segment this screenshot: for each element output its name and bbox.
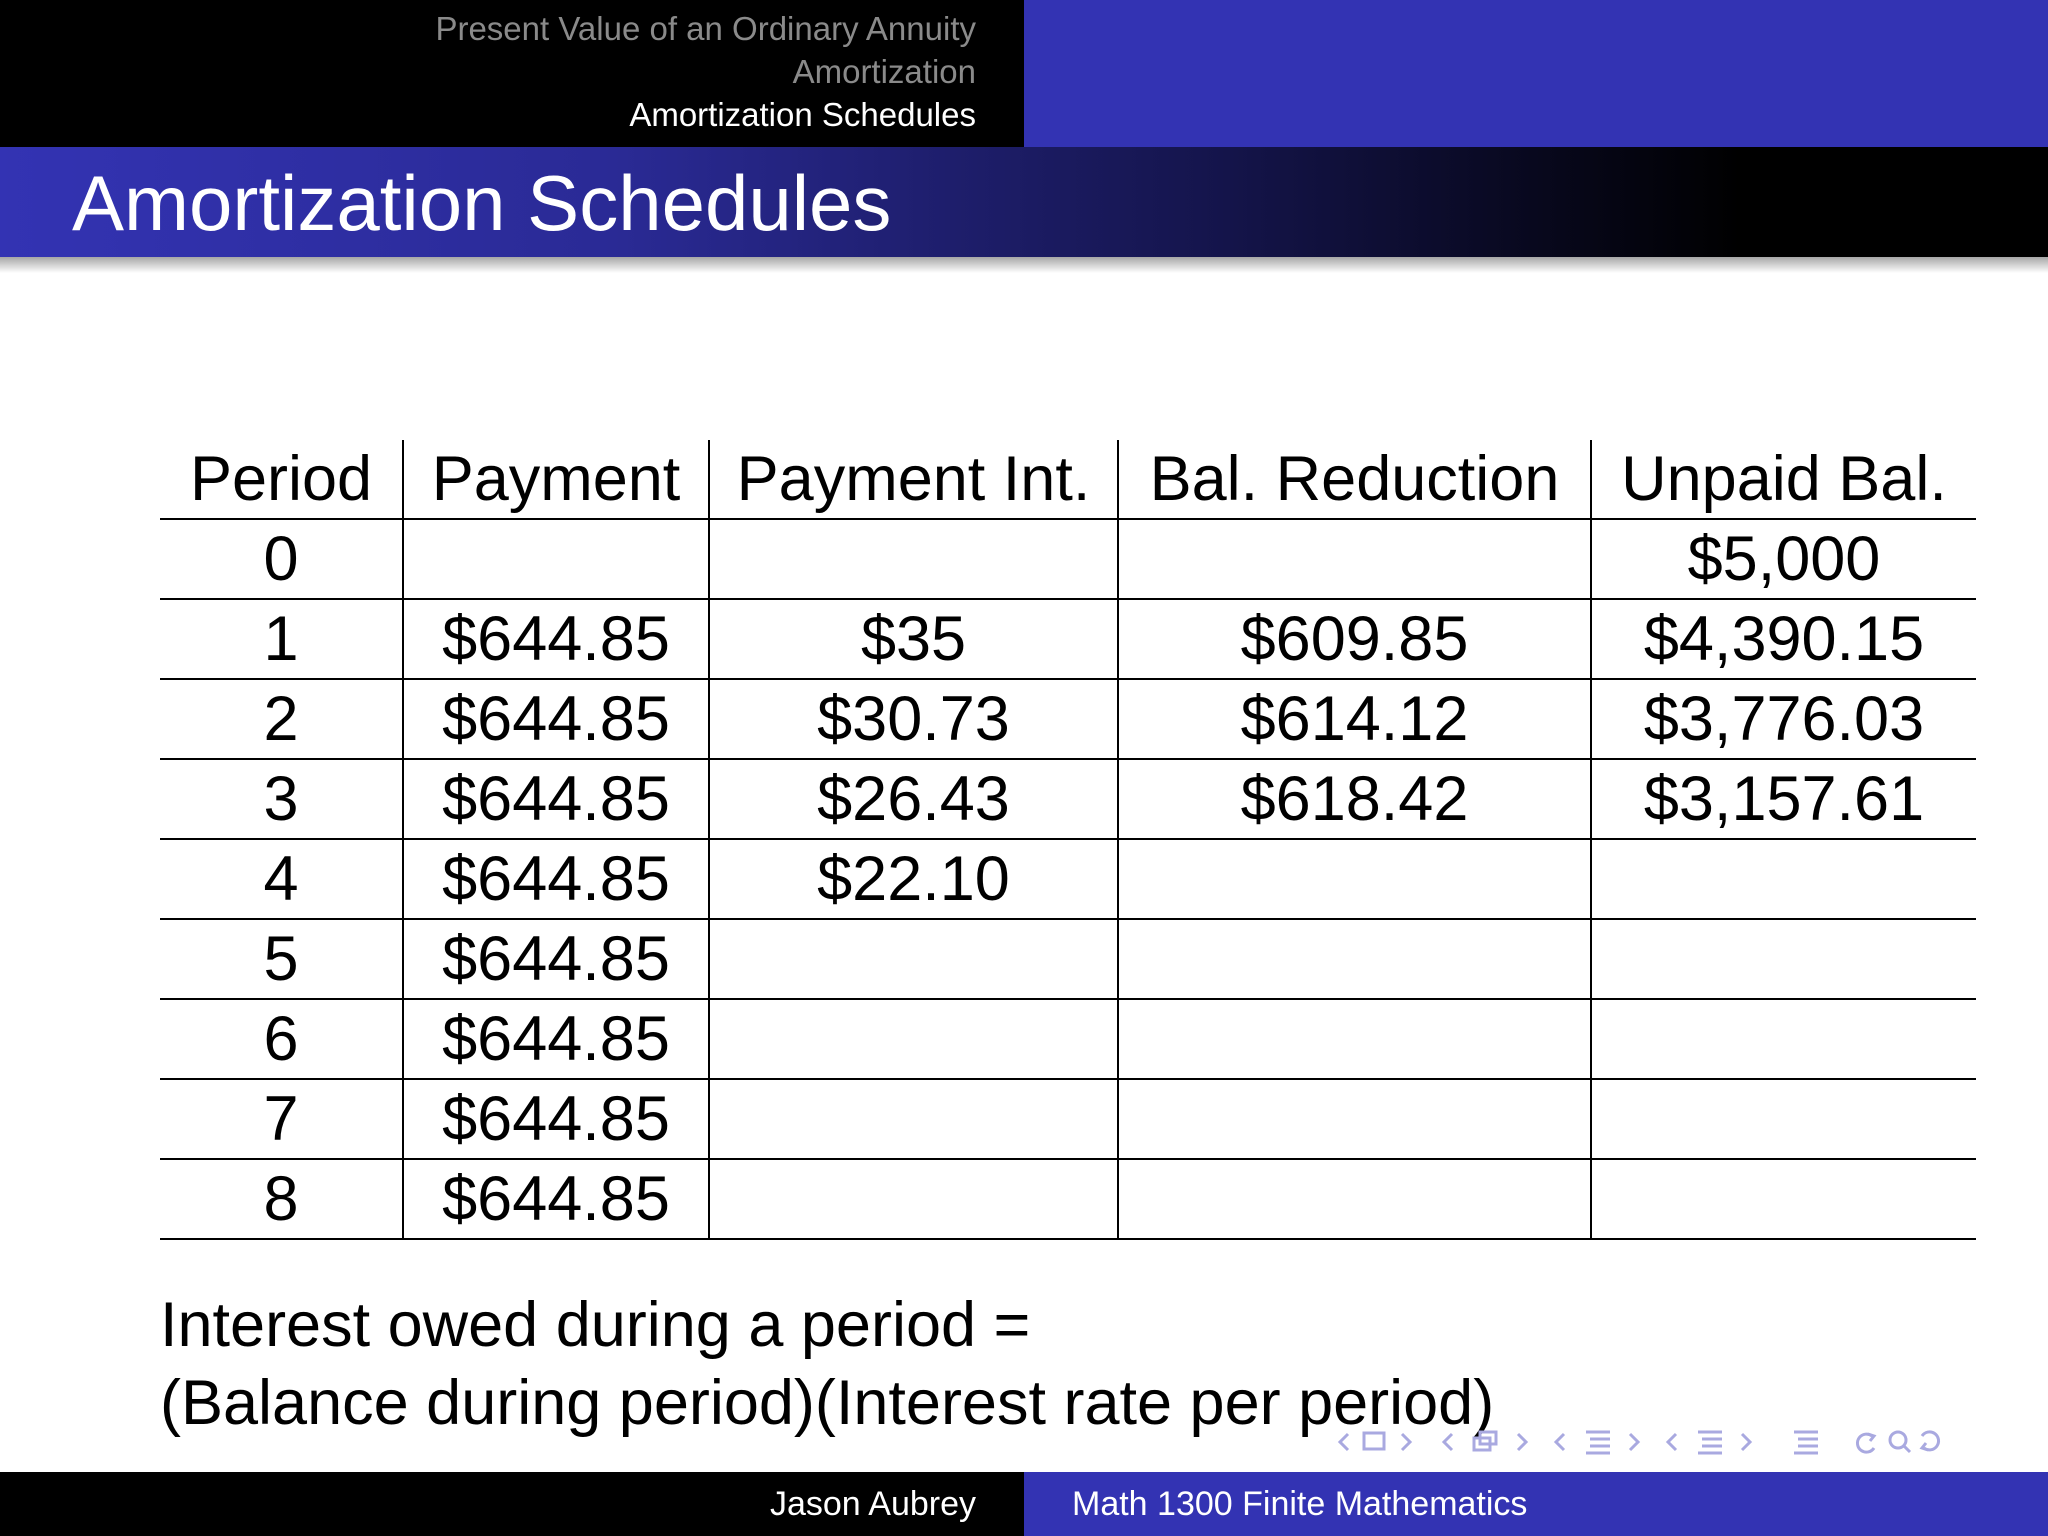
cell-period: 7: [263, 1084, 299, 1154]
slide-nav-icon[interactable]: [1334, 1424, 1430, 1460]
cell-period: 6: [263, 1004, 299, 1074]
cell-period: 0: [263, 524, 299, 594]
table-row: [160, 519, 1976, 599]
nav-section-present-value[interactable]: Present Value of an Ordinary Annuity: [435, 10, 976, 47]
header-blue-panel: [1024, 0, 2048, 147]
table-header-row: [160, 440, 1976, 519]
cell-period: 4: [263, 844, 299, 914]
beamer-navigation-symbols: [1330, 1424, 1954, 1460]
cell-payment-interest: [709, 999, 1118, 1079]
cell-payment-interest: $26.43: [709, 759, 1118, 839]
cell-unpaid-balance: [1591, 1159, 1976, 1239]
table-row: [160, 919, 1976, 999]
cell-balance-reduction: [1118, 919, 1591, 999]
cell-unpaid-balance: [1591, 999, 1976, 1079]
cell-unpaid-balance: [1591, 1079, 1976, 1159]
cell-balance-reduction: [1118, 519, 1591, 599]
column-header-payment: Payment: [403, 440, 709, 519]
column-header-period: Period: [189, 444, 373, 514]
cell-unpaid-balance: $5,000: [1591, 519, 1976, 599]
footer-course-panel: [1024, 1472, 2048, 1536]
cell-payment-interest: $35: [709, 599, 1118, 679]
table-row: [160, 599, 1976, 679]
cell-period: 5: [263, 924, 299, 994]
cell-payment: $644.85: [403, 919, 709, 999]
cell-payment: $644.85: [403, 599, 709, 679]
cell-balance-reduction: [1118, 1079, 1591, 1159]
cell-unpaid-balance: $3,157.61: [1591, 759, 1976, 839]
cell-balance-reduction: $618.42: [1118, 759, 1591, 839]
column-header-payment-interest: Payment Int.: [709, 440, 1118, 519]
table-row: [160, 999, 1976, 1079]
table-row: [160, 679, 1976, 759]
table-row: [160, 1159, 1976, 1239]
search-zoom-icon[interactable]: [1846, 1424, 1950, 1460]
cell-unpaid-balance: $3,776.03: [1591, 679, 1976, 759]
cell-payment: $644.85: [403, 1159, 709, 1239]
footer-author: Jason Aubrey: [769, 1485, 976, 1523]
cell-payment-interest: [709, 1079, 1118, 1159]
table-row: [160, 1079, 1976, 1159]
table-row: [160, 839, 1976, 919]
page-title: Amortization Schedules: [72, 159, 892, 247]
cell-payment: [403, 519, 709, 599]
cell-payment-interest: $22.10: [709, 839, 1118, 919]
cell-balance-reduction: [1118, 999, 1591, 1079]
cell-payment: $644.85: [403, 999, 709, 1079]
section-list: [0, 0, 1024, 147]
cell-period: 8: [263, 1164, 299, 1234]
footer-course-title: Math 1300 Finite Mathematics: [1072, 1485, 1528, 1523]
cell-period: 3: [263, 764, 299, 834]
formula-line-1: Interest owed during a period =: [160, 1290, 1031, 1360]
formula-line-2: (Balance during period)(Interest rate per period): [160, 1368, 1495, 1438]
cell-unpaid-balance: $4,390.15: [1591, 599, 1976, 679]
document-nav-icon[interactable]: [1774, 1424, 1838, 1460]
cell-payment-interest: [709, 919, 1118, 999]
footer-author-panel: [0, 1472, 1024, 1536]
section-nav-icon[interactable]: [1662, 1424, 1766, 1460]
cell-balance-reduction: $614.12: [1118, 679, 1591, 759]
section-navigation-header: [0, 0, 2048, 147]
nav-subsection-amortization-schedules[interactable]: Amortization Schedules: [629, 96, 976, 133]
footer: [0, 1472, 2048, 1536]
cell-payment: $644.85: [403, 1079, 709, 1159]
cell-payment-interest: [709, 1159, 1118, 1239]
table-row: [160, 759, 1976, 839]
subsection-nav-icon[interactable]: [1550, 1424, 1654, 1460]
cell-payment: $644.85: [403, 679, 709, 759]
column-header-unpaid-balance: Unpaid Bal.: [1591, 440, 1976, 519]
cell-period: 2: [263, 684, 299, 754]
cell-balance-reduction: [1118, 839, 1591, 919]
column-header-balance-reduction: Bal. Reduction: [1118, 440, 1591, 519]
cell-payment-interest: $30.73: [709, 679, 1118, 759]
cell-unpaid-balance: [1591, 919, 1976, 999]
title-bar-shadow: [0, 257, 2048, 273]
nav-section-amortization[interactable]: Amortization: [792, 53, 976, 90]
cell-period: 1: [263, 604, 299, 674]
cell-payment-interest: [709, 519, 1118, 599]
cell-payment: $644.85: [403, 839, 709, 919]
cell-balance-reduction: $609.85: [1118, 599, 1591, 679]
cell-payment: $644.85: [403, 759, 709, 839]
cell-unpaid-balance: [1591, 839, 1976, 919]
cell-balance-reduction: [1118, 1159, 1591, 1239]
frame-nav-icon[interactable]: [1438, 1424, 1542, 1460]
amortization-schedule-table: [160, 440, 1976, 1240]
